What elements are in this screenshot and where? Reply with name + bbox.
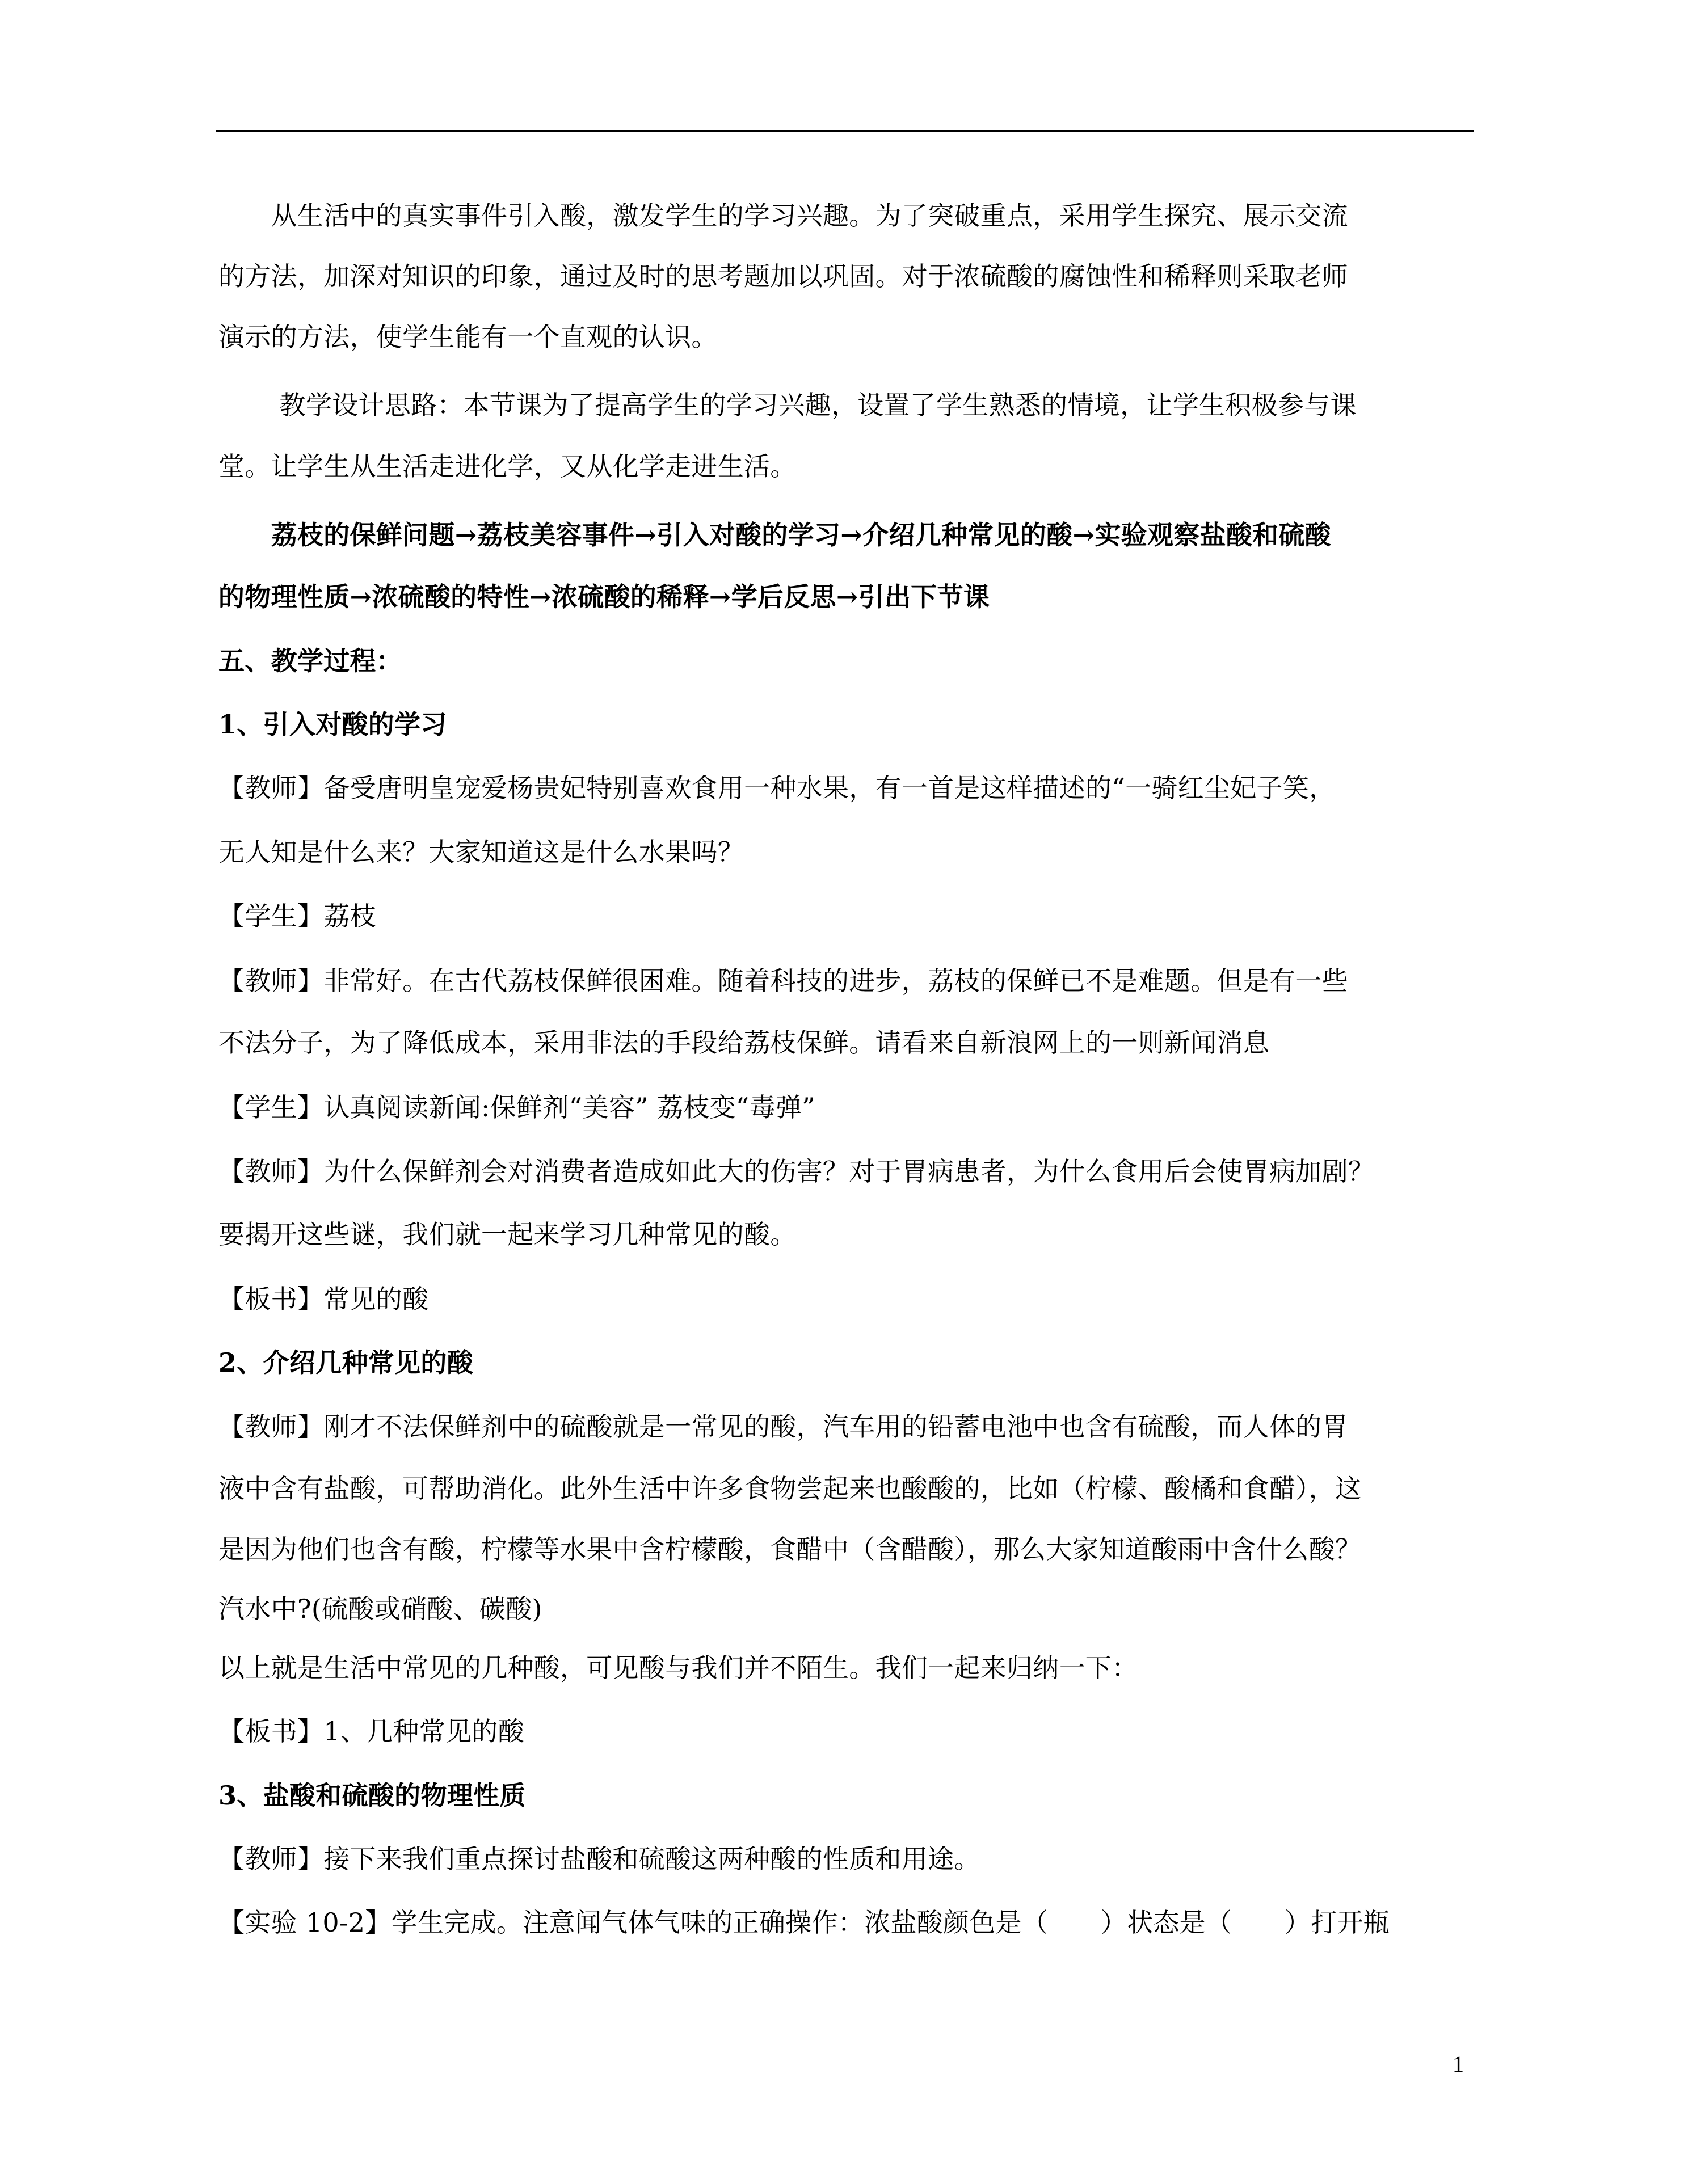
paragraph-line-2: 的方法，加深对知识的印象，通过及时的思考题加以巩固。对于浓硫酸的腐蚀性和稀释则采取老师 [218,261,1348,292]
experiment-line: 【实验 10-2】学生完成。注意闻气体气味的正确操作：浓盐酸颜色是（ ）状态是（ ）打开瓶 [218,1907,1390,1938]
dialogue-line-1: 【教师】备受唐明皇宠爱杨贵妃特别喜欢食用一种水果，有一首是这样描述的“一骑红尘妃子笑， [218,773,1336,803]
design-flow-line-2: 的物理性质→浓硫酸的特性→浓硫酸的稀释→学后反思→引出下节课 [218,581,990,612]
dialogue-line-10: 液中含有盐酸，可帮助消化。此外生活中许多食物尝起来也酸酸的，比如（柠檬、酸橘和食醋），这 [218,1473,1362,1504]
board-note-1: 【板书】常见的酸 [218,1284,429,1314]
paragraph-line-1: 从生活中的真实事件引入酸，激发学生的学习兴趣。为了突破重点，采用学生探究、展示交流 [218,200,1348,231]
dialogue-line-9: 【教师】刚才不法保鲜剂中的硫酸就是一常见的酸，汽车用的铅蓄电池中也含有硫酸，而人体的胃 [218,1411,1348,1442]
design-flow-line-1: 荔枝的保鲜问题→荔枝美容事件→引入对酸的学习→介绍几种常见的酸→实验观察盐酸和硫酸 [218,520,1332,550]
dialogue-line-4: 【教师】非常好。在古代荔枝保鲜很困难。随着科技的进步，荔枝的保鲜已不是难题。但是有一些 [218,965,1348,996]
subheading-common-acids: 2、介绍几种常见的酸 [218,1347,474,1378]
paragraph-line-4: 教学设计思路：本节课为了提高学生的学习兴趣，设置了学生熟悉的情境，让学生积极参与课 [218,390,1357,420]
dialogue-line-11: 是因为他们也含有酸，柠檬等水果中含柠檬酸，食醋中（含醋酸），那么大家知道酸雨中含什么酸？ [218,1534,1362,1565]
dialogue-line-5: 不法分子，为了降低成本，采用非法的手段给荔枝保鲜。请看来自新浪网上的一则新闻消息 [218,1027,1269,1058]
subheading-physical-properties: 3、盐酸和硫酸的物理性质 [218,1780,526,1811]
section-heading-teaching-process: 五、教学过程： [218,646,403,676]
paragraph-line-3: 演示的方法，使学生能有一个直观的认识。 [218,322,718,352]
board-note-2: 【板书】1、几种常见的酸 [218,1716,524,1747]
dialogue-line-14: 【教师】接下来我们重点探讨盐酸和硫酸这两种酸的性质和用途。 [218,1844,980,1874]
dialogue-line-8: 要揭开这些谜，我们就一起来学习几种常见的酸。 [218,1219,797,1250]
dialogue-line-12: 汽水中?(硫酸或硝酸、碳酸) [218,1593,542,1624]
paragraph-line-5: 堂。让学生从生活走进化学，又从化学走进生活。 [218,451,797,482]
subheading-introduce-acid: 1、引入对酸的学习 [218,709,447,740]
dialogue-line-3: 【学生】荔枝 [218,901,376,931]
page-number: 1 [1453,2051,1464,2077]
header-rule [216,130,1474,132]
dialogue-line-13: 以上就是生活中常见的几种酸，可见酸与我们并不陌生。我们一起来归纳一下： [218,1652,1138,1683]
dialogue-line-6: 【学生】认真阅读新闻:保鲜剂“美容” 荔枝变“毒弹” [218,1092,815,1123]
dialogue-line-2: 无人知是什么来？大家知道这是什么水果吗？ [218,837,744,867]
dialogue-line-7: 【教师】为什么保鲜剂会对消费者造成如此大的伤害？对于胃病患者，为什么食用后会使胃病加剧？ [218,1156,1375,1187]
